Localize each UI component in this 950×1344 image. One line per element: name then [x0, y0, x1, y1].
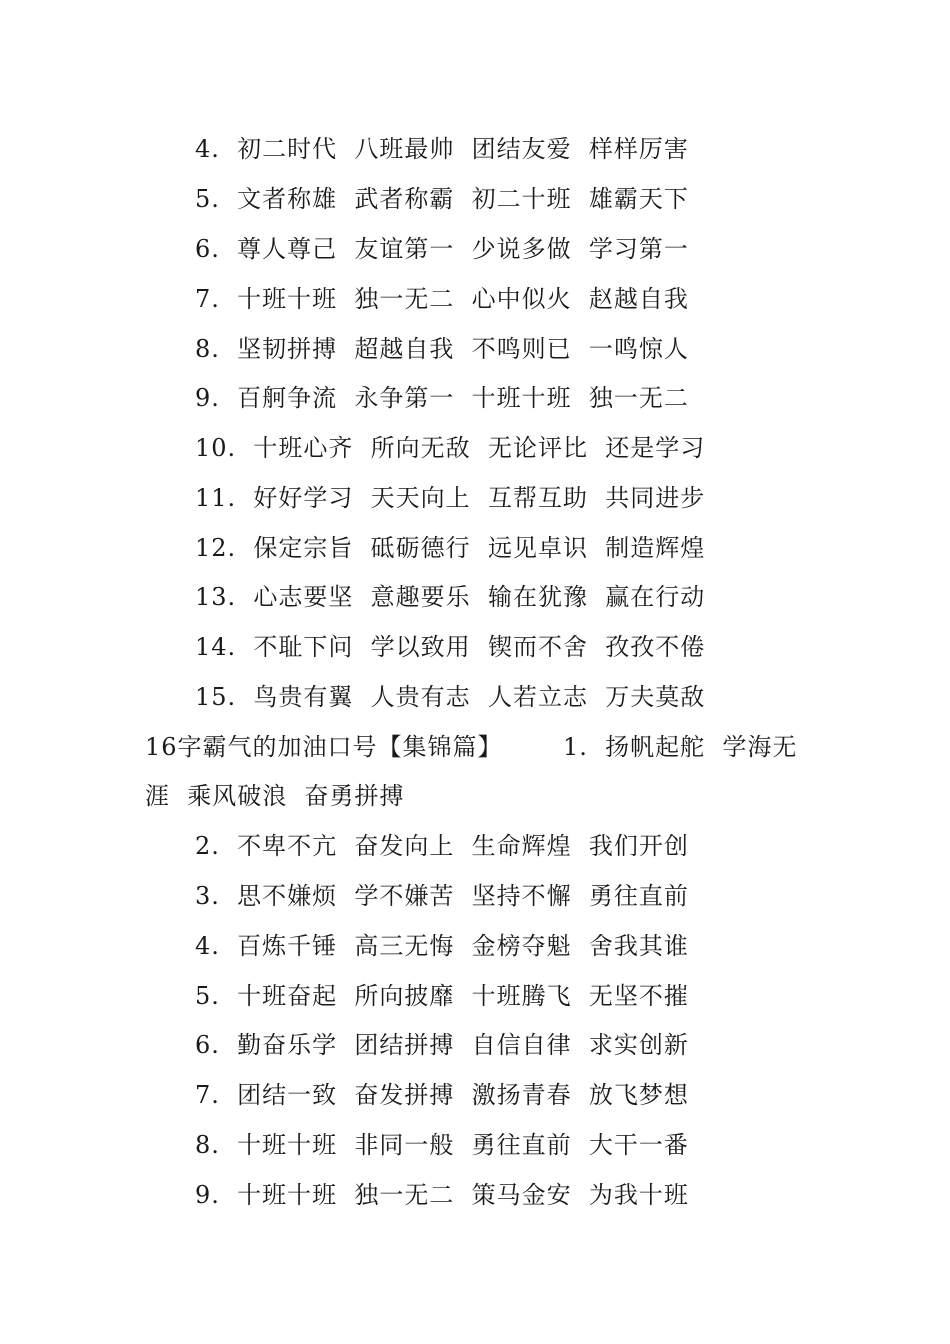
section-heading-continued: 涯 乘风破浪 奋勇拼搏	[145, 782, 405, 810]
list-item: 4. 初二时代 八班最帅 团结友爱 样样厉害	[195, 135, 689, 163]
list-item: 8. 十班十班 非同一般 勇往直前 大干一番	[195, 1131, 689, 1159]
list-item: 3. 思不嫌烦 学不嫌苦 坚持不懈 勇往直前	[195, 882, 689, 910]
list-item: 7. 团结一致 奋发拼搏 激扬青春 放飞梦想	[195, 1081, 689, 1109]
list-item: 15. 鸟贵有翼 人贵有志 人若立志 万夫莫敌	[195, 683, 706, 711]
list-item: 6. 勤奋乐学 团结拼搏 自信自律 求实创新	[195, 1031, 689, 1059]
list-item: 5. 十班奋起 所向披靡 十班腾飞 无坚不摧	[195, 982, 689, 1010]
section-heading: 16字霸气的加油口号【集锦篇】 1. 扬帆起舵 学海无	[145, 733, 798, 761]
list-item: 13. 心志要坚 意趣要乐 输在犹豫 赢在行动	[195, 583, 706, 611]
list-item: 11. 好好学习 天天向上 互帮互助 共同进步	[195, 484, 706, 512]
list-item: 9. 百舸争流 永争第一 十班十班 独一无二	[195, 384, 689, 412]
list-item: 5. 文者称雄 武者称霸 初二十班 雄霸天下	[195, 185, 689, 213]
list-item: 14. 不耻下问 学以致用 锲而不舍 孜孜不倦	[195, 633, 706, 661]
list-item: 6. 尊人尊己 友谊第一 少说多做 学习第一	[195, 235, 689, 263]
list-item: 9. 十班十班 独一无二 策马金安 为我十班	[195, 1181, 689, 1209]
list-item: 10. 十班心齐 所向无敌 无论评比 还是学习	[195, 434, 706, 462]
list-item: 8. 坚韧拼搏 超越自我 不鸣则已 一鸣惊人	[195, 335, 689, 363]
list-item: 2. 不卑不亢 奋发向上 生命辉煌 我们开创	[195, 832, 689, 860]
list-item: 12. 保定宗旨 砥砺德行 远见卓识 制造辉煌	[195, 534, 706, 562]
list-item: 7. 十班十班 独一无二 心中似火 赵越自我	[195, 285, 689, 313]
list-item: 4. 百炼千锤 高三无悔 金榜夺魁 舍我其谁	[195, 932, 689, 960]
